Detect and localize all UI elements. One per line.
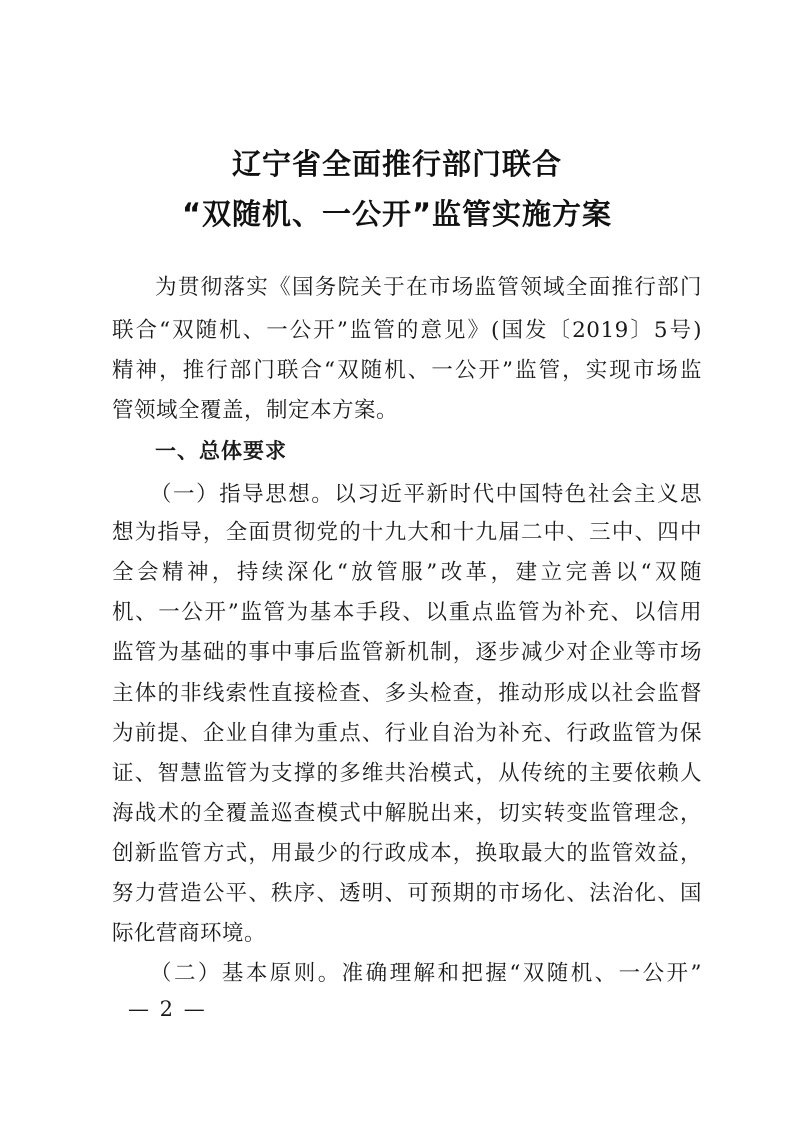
intro-line: 联合“双随机、一公开”监管的意见》(国发〔2019〕5号) <box>112 318 702 343</box>
document-title-line-2: “双随机、一公开”监管实施方案 <box>181 197 613 231</box>
paragraph-line: 际化营商环境。 <box>112 921 267 946</box>
intro-line: 管领域全覆盖，制定本方案。 <box>112 398 399 423</box>
paragraph-line: 想为指导，全面贯彻党的十九大和十九届二中、三中、四中 <box>112 520 702 545</box>
page-number: — 2 — <box>128 997 207 1021</box>
paragraph-line: 创新监管方式，用最少的行政成本，换取最大的监管效益， <box>112 841 702 866</box>
paragraph-line: 机、一公开”监管为基本手段、以重点监管为补充、以信用 <box>112 600 702 625</box>
paragraph-line: 海战术的全覆盖巡查模式中解脱出来，切实转变监管理念， <box>112 801 702 826</box>
paragraph-line: 主体的非线索性直接检查、多头检查，推动形成以社会监督 <box>112 681 702 706</box>
document-title-line-1: 辽宁省全面推行部门联合 <box>231 147 562 181</box>
paragraph-line: 监管为基础的事中事后监管新机制，逐步减少对企业等市场 <box>112 640 702 665</box>
paragraph-line: 全会精神，持续深化“放管服”改革，建立完善以“双随 <box>112 560 702 585</box>
intro-line: 为贯彻落实《国务院关于在市场监管领域全面推行部门 <box>155 275 702 300</box>
paragraph-line: 证、智慧监管为支撑的多维共治模式，从传统的主要依赖人 <box>112 761 702 786</box>
intro-line: 精神，推行部门联合“双随机、一公开”监管，实现市场监 <box>112 358 702 383</box>
section-heading: 一、总体要求 <box>155 439 287 463</box>
paragraph-line: 为前提、企业自律为重点、行业自治为补充、行政监管为保 <box>112 721 702 746</box>
paragraph-line: （一）指导思想。以习近平新时代中国特色社会主义思 <box>150 482 702 507</box>
paragraph-line: （二）基本原则。准确理解和把握“双随机、一公开” <box>150 961 702 986</box>
paragraph-line: 努力营造公平、秩序、透明、可预期的市场化、法治化、国 <box>112 881 702 906</box>
